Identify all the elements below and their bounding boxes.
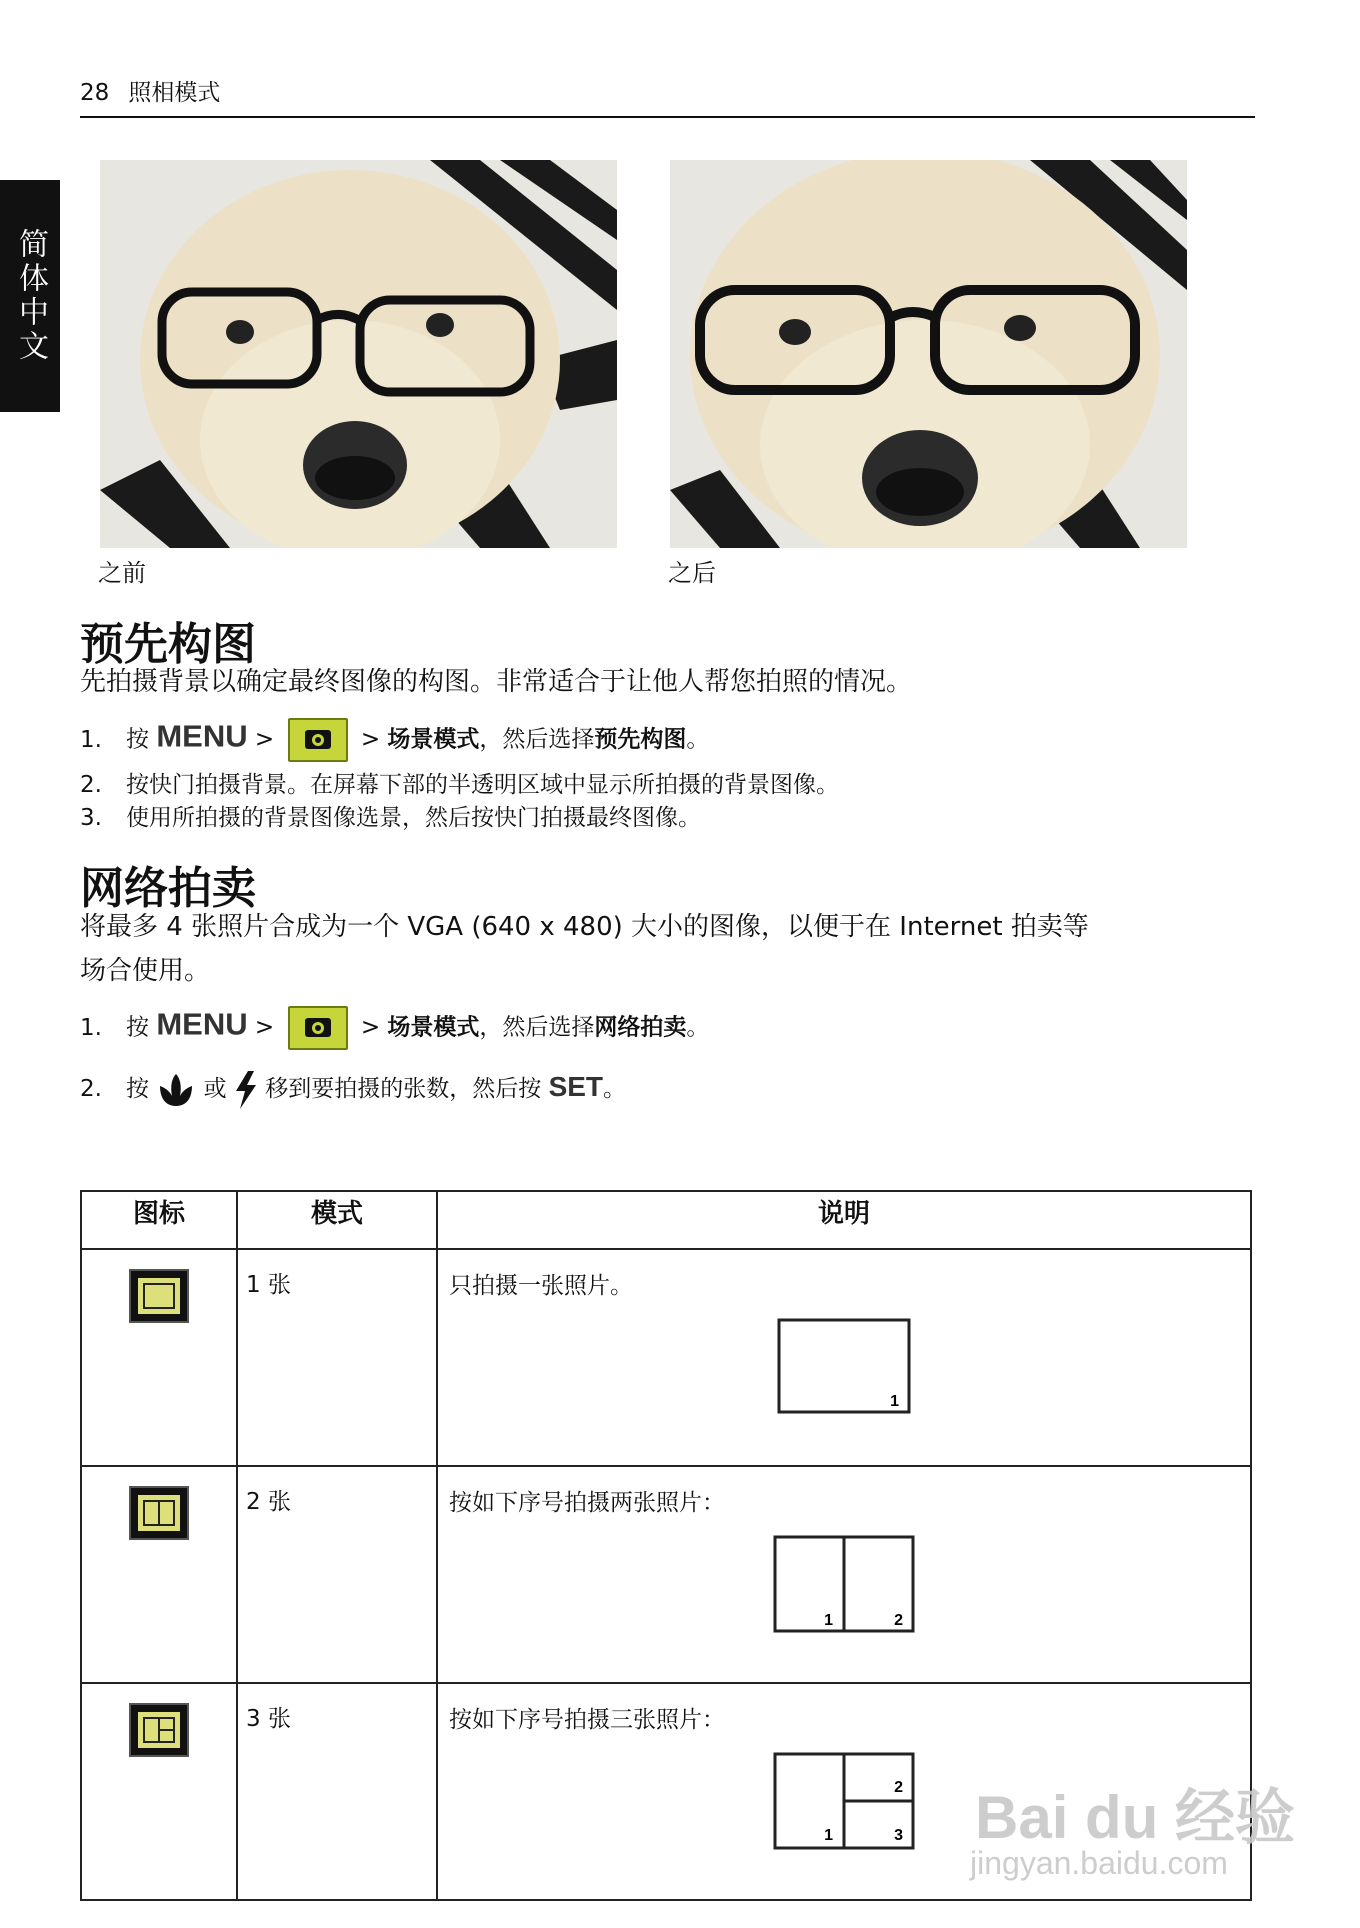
step-3: 3. 使用所拍摄的背景图像选景，然后按快门拍摄最终图像。 <box>80 805 701 831</box>
step-1: 1. 按 MENU > > 场景模式，然后选择预先构图。 <box>80 718 709 762</box>
flash-icon <box>234 1071 258 1109</box>
desc-cell: 只拍摄一张照片。 <box>449 1273 633 1299</box>
section-desc-auction: 将最多 4 张照片合成为一个 VGA (640 x 480) 大小的图像，以便于在 Internet 拍卖等 场合使用。 <box>80 912 1089 986</box>
layout-3-icon <box>129 1703 189 1757</box>
layout-2-diagram <box>773 1535 915 1633</box>
section-title-auction: 网络拍卖 <box>80 863 256 914</box>
auction-step-2: 2. 按 或 移到要拍摄的张数，然后按 SET。 <box>80 1070 626 1109</box>
photo-caption-before: 之前 <box>98 559 146 587</box>
macro-flower-icon <box>156 1072 196 1108</box>
camera-mode-icon <box>288 718 348 762</box>
photo-caption-after: 之后 <box>668 559 716 587</box>
page-header <box>80 76 1255 118</box>
menu-key: MENU <box>156 718 248 754</box>
diagram-label: 1 <box>824 1827 833 1844</box>
diagram-label: 3 <box>894 1827 903 1844</box>
layout-1-icon <box>129 1269 189 1323</box>
dog-photo-after <box>670 160 1187 548</box>
target-mode-label: 预先构图 <box>594 726 687 753</box>
col-header-desc: 说明 <box>437 1191 1251 1249</box>
diagram-label: 2 <box>894 1612 903 1629</box>
layout-1-diagram <box>777 1318 911 1414</box>
col-header-icon: 图标 <box>81 1191 237 1249</box>
section-name: 照相模式 <box>128 80 221 106</box>
diagram-label: 2 <box>894 1779 903 1796</box>
menu-key: MENU <box>156 1006 248 1042</box>
set-key: SET <box>548 1071 604 1102</box>
diagram-label: 1 <box>824 1612 833 1629</box>
watermark-url: jingyan.baidu.com <box>970 1845 1228 1881</box>
camera-mode-icon <box>288 1006 348 1050</box>
table-header-row <box>81 1191 1251 1249</box>
section-desc-pre-compose: 先拍摄背景以确定最终图像的构图。非常适合于让他人帮您拍照的情况。 <box>80 667 913 697</box>
table-row <box>81 1466 1251 1683</box>
layout-2-icon <box>129 1486 189 1540</box>
col-header-mode: 模式 <box>237 1191 437 1249</box>
desc-cell: 按如下序号拍摄三张照片： <box>449 1707 725 1733</box>
step-number: 1. <box>80 726 102 753</box>
page-number: 28 <box>80 80 110 106</box>
auction-step-1: 1. 按 MENU > > 场景模式，然后选择网络拍卖。 <box>80 1006 709 1050</box>
layout-3-diagram <box>773 1752 915 1850</box>
table-row <box>81 1249 1251 1466</box>
scene-mode-label: 场景模式 <box>387 726 480 753</box>
language-tab: 简体中文 <box>0 180 60 412</box>
mode-cell: 2 张 <box>237 1466 437 1683</box>
baidu-watermark: Bai du 经验 <box>975 1784 1296 1851</box>
mode-cell: 3 张 <box>237 1683 437 1900</box>
desc-cell: 按如下序号拍摄两张照片： <box>449 1490 725 1516</box>
section-title-pre-compose: 预先构图 <box>80 619 256 670</box>
diagram-label: 1 <box>890 1393 899 1410</box>
mode-cell: 1 张 <box>237 1249 437 1466</box>
step-2: 2. 按快门拍摄背景。在屏幕下部的半透明区域中显示所拍摄的背景图像。 <box>80 772 839 798</box>
dog-photo-before <box>100 160 617 548</box>
